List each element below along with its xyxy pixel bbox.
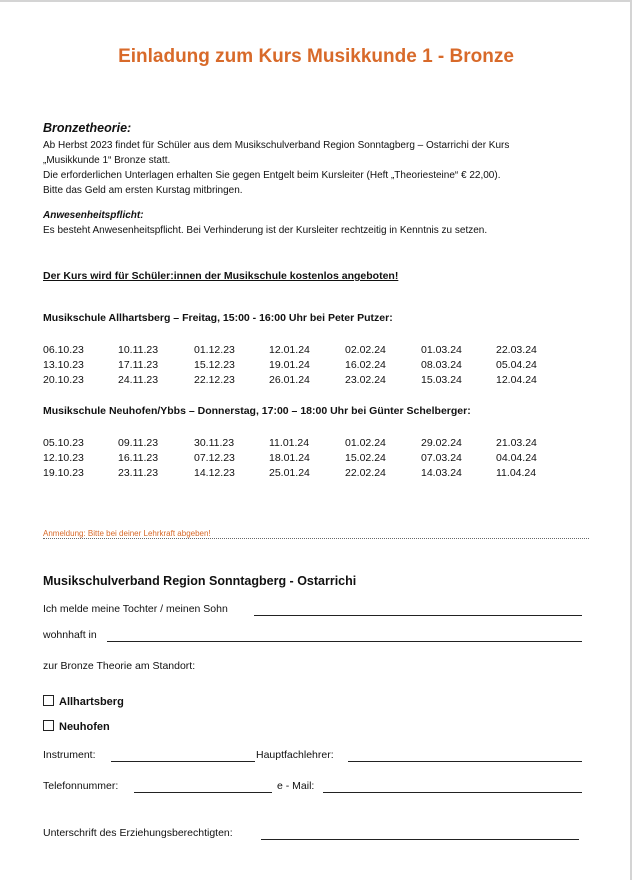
date-cell: 04.04.24 xyxy=(496,452,537,464)
schedule-dates-allhartsberg xyxy=(43,344,563,389)
theory-line: Bitte das Geld am ersten Kurstag mitbringen. xyxy=(43,185,243,196)
date-cell: 21.03.24 xyxy=(496,437,537,449)
teacher-field[interactable] xyxy=(348,761,582,762)
date-cell: 25.01.24 xyxy=(269,467,310,479)
residence-label: wohnhaft in xyxy=(43,629,97,641)
date-cell: 19.10.23 xyxy=(43,467,84,479)
date-cell: 09.11.23 xyxy=(118,437,159,449)
date-cell: 05.04.24 xyxy=(496,359,537,371)
date-cell: 10.11.23 xyxy=(118,344,159,356)
teacher-label: Hauptfachlehrer: xyxy=(256,749,334,761)
date-cell: 16.11.23 xyxy=(118,452,159,464)
location-prompt: zur Bronze Theorie am Standort: xyxy=(43,660,196,672)
attendance-heading: Anwesenheitspflicht: xyxy=(43,210,144,221)
signature-label: Unterschrift des Erziehungsberechtigten: xyxy=(43,827,233,839)
date-cell: 07.03.24 xyxy=(421,452,462,464)
date-cell: 12.01.24 xyxy=(269,344,310,356)
free-course-notice: Der Kurs wird für Schüler:innen der Musikschule kostenlos angeboten! xyxy=(43,270,399,282)
date-row xyxy=(43,452,563,467)
association-heading: Musikschulverband Region Sonntagberg - Ostarrichi xyxy=(43,574,357,588)
date-cell: 23.02.24 xyxy=(345,374,386,386)
date-cell: 15.03.24 xyxy=(421,374,462,386)
date-cell: 12.04.24 xyxy=(496,374,537,386)
email-label: e - Mail: xyxy=(277,780,315,792)
instrument-label: Instrument: xyxy=(43,749,96,761)
register-label: Ich melde meine Tochter / meinen Sohn xyxy=(43,603,228,615)
date-cell: 01.02.24 xyxy=(345,437,386,449)
date-row xyxy=(43,344,563,359)
date-cell: 11.01.24 xyxy=(269,437,310,449)
instrument-field[interactable] xyxy=(111,761,255,762)
date-cell: 19.01.24 xyxy=(269,359,310,371)
date-cell: 29.02.24 xyxy=(421,437,462,449)
option-label: Neuhofen xyxy=(59,721,110,733)
signature-field[interactable] xyxy=(261,839,579,840)
theory-line: Ab Herbst 2023 findet für Schüler aus dem Musikschulverband Region Sonntagberg – Ostarrichi der Kurs xyxy=(43,140,510,151)
schedule-dates-neuhofen xyxy=(43,437,563,482)
date-row xyxy=(43,359,563,374)
page-edge-top xyxy=(0,0,632,2)
date-cell: 14.12.23 xyxy=(194,467,235,479)
theory-line: Die erforderlichen Unterlagen erhalten Sie gegen Entgelt beim Kursleiter (Heft „Theoriesteine“ € 22,00). xyxy=(43,170,501,181)
schedule-heading-allhartsberg: Musikschule Allhartsberg – Freitag, 15:00 - 16:00 Uhr bei Peter Putzer: xyxy=(43,312,393,324)
date-cell: 12.10.23 xyxy=(43,452,84,464)
date-row xyxy=(43,467,563,482)
date-cell: 01.03.24 xyxy=(421,344,462,356)
theory-line: „Musikkunde 1“ Bronze statt. xyxy=(43,155,171,166)
date-cell: 30.11.23 xyxy=(194,437,235,449)
date-cell: 20.10.23 xyxy=(43,374,84,386)
cut-line-divider xyxy=(43,538,589,539)
date-cell: 22.12.23 xyxy=(194,374,235,386)
theory-heading: Bronzetheorie: xyxy=(43,121,132,135)
attendance-text: Es besteht Anwesenheitspflicht. Bei Verhinderung ist der Kursleiter rechtzeitig in Kenntnis zu setzen. xyxy=(43,225,488,236)
date-cell: 11.04.24 xyxy=(496,467,537,479)
theory-text xyxy=(43,138,509,198)
date-cell: 15.02.24 xyxy=(345,452,386,464)
option-allhartsberg[interactable] xyxy=(43,695,124,708)
option-neuhofen[interactable] xyxy=(43,720,110,733)
date-cell: 02.02.24 xyxy=(345,344,386,356)
registration-note: Anmeldung: Bitte bei deiner Lehrkraft abgeben! xyxy=(43,529,211,538)
date-cell: 17.11.23 xyxy=(118,359,159,371)
phone-label: Telefonnummer: xyxy=(43,780,119,792)
date-cell: 24.11.23 xyxy=(118,374,159,386)
date-cell: 16.02.24 xyxy=(345,359,386,371)
date-cell: 13.10.23 xyxy=(43,359,84,371)
date-cell: 22.02.24 xyxy=(345,467,386,479)
date-cell: 01.12.23 xyxy=(194,344,235,356)
child-name-field[interactable] xyxy=(254,615,582,616)
date-cell: 06.10.23 xyxy=(43,344,84,356)
email-field[interactable] xyxy=(323,792,582,793)
date-cell: 14.03.24 xyxy=(421,467,462,479)
document-title: Einladung zum Kurs Musikkunde 1 - Bronze xyxy=(118,46,514,67)
date-cell: 15.12.23 xyxy=(194,359,235,371)
date-cell: 22.03.24 xyxy=(496,344,537,356)
date-row xyxy=(43,437,563,452)
date-row xyxy=(43,374,563,389)
checkbox-neuhofen[interactable] xyxy=(43,720,54,731)
date-cell: 18.01.24 xyxy=(269,452,310,464)
date-cell: 07.12.23 xyxy=(194,452,235,464)
checkbox-allhartsberg[interactable] xyxy=(43,695,54,706)
option-label: Allhartsberg xyxy=(59,696,124,708)
date-cell: 23.11.23 xyxy=(118,467,159,479)
date-cell: 08.03.24 xyxy=(421,359,462,371)
residence-field[interactable] xyxy=(107,641,582,642)
phone-field[interactable] xyxy=(134,792,272,793)
date-cell: 26.01.24 xyxy=(269,374,310,386)
date-cell: 05.10.23 xyxy=(43,437,84,449)
schedule-heading-neuhofen: Musikschule Neuhofen/Ybbs – Donnerstag, 17:00 – 18:00 Uhr bei Günter Schelberger: xyxy=(43,405,471,417)
